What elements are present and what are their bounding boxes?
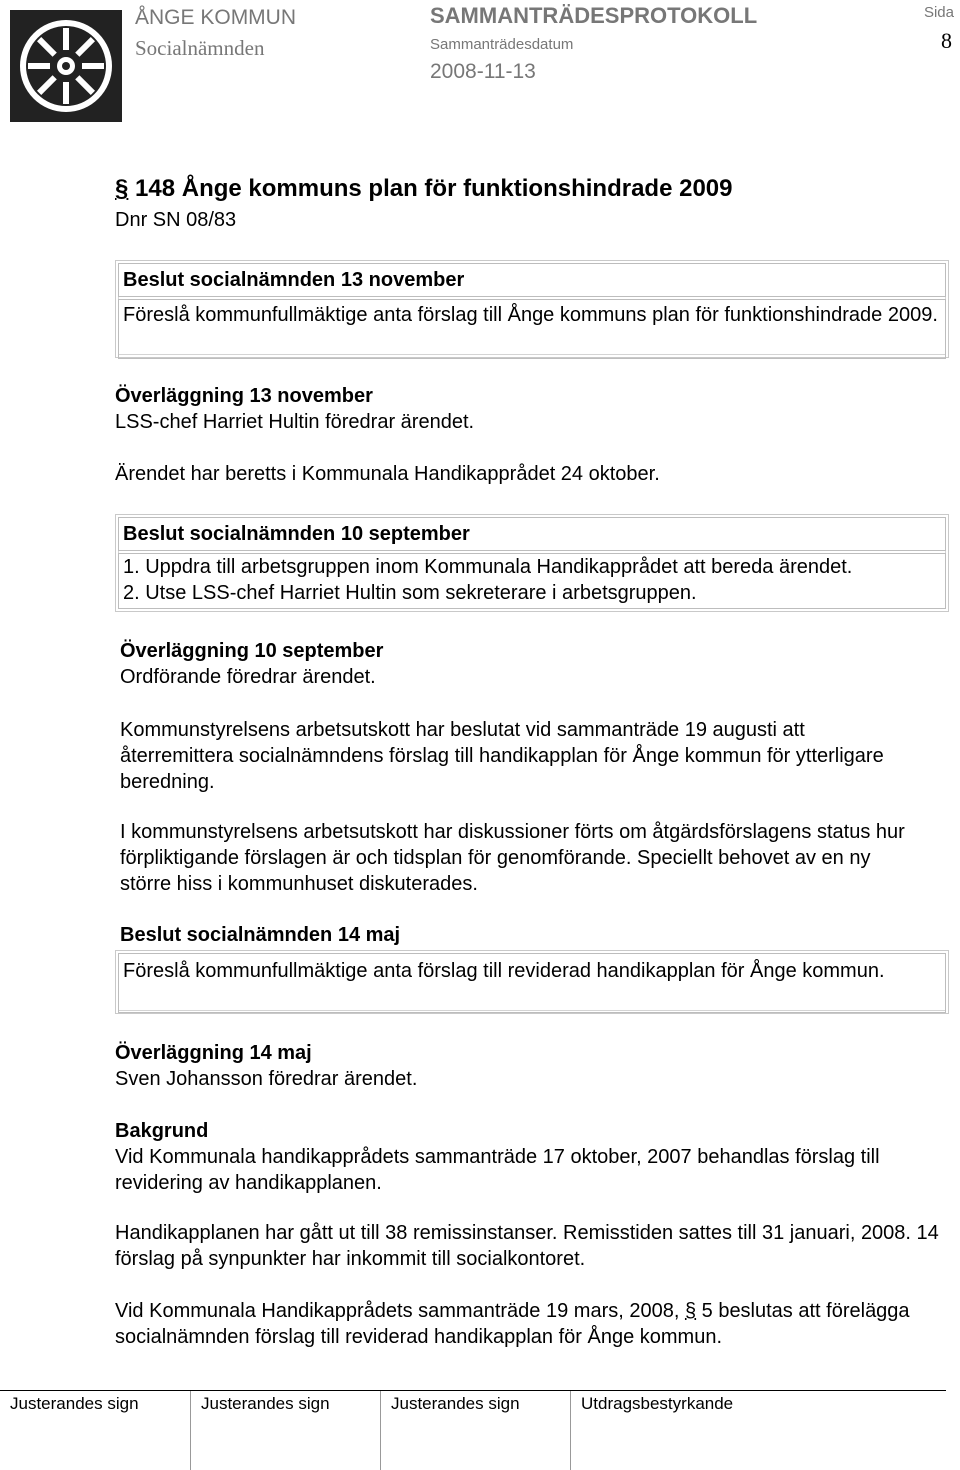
decision-heading: Beslut socialnämnden 10 september	[118, 517, 946, 551]
deliberation-text: LSS-chef Harriet Hultin föredrar ärendet.	[115, 411, 475, 433]
deliberation-text: Ordförande föredrar ärendet.	[120, 666, 376, 688]
signature-cell: Justerandes sign	[380, 1391, 570, 1470]
page-label: Sida	[923, 4, 954, 21]
decision-item-2: 2. Utse LSS-chef Harriet Hultin som sekreterare i arbetsgruppen.	[123, 582, 697, 604]
decision-box-14-maj	[115, 950, 949, 1014]
deliberation-heading: Överläggning 13 november	[115, 385, 373, 407]
certification-cell: Utdragsbestyrkande	[570, 1391, 946, 1470]
decision-box-10-september	[115, 514, 949, 612]
meeting-date-value: 2008-11-13	[430, 60, 536, 83]
signature-footer	[0, 1390, 946, 1470]
case-title	[115, 174, 950, 204]
organization-unit: Socialnämnden	[135, 36, 265, 60]
paragraph-text: 5 beslutas att förelägga socialnämnden förslag till reviderad handikapplan för Ånge kommun.	[115, 1300, 910, 1348]
decision-heading: Beslut socialnämnden 14 maj	[120, 924, 401, 946]
background-heading: Bakgrund	[115, 1120, 209, 1142]
section-sign: §	[115, 175, 129, 202]
paragraph	[115, 1298, 915, 1350]
decision-item-1: 1. Uppdra till arbetsgruppen inom Kommunala Handikapprådet att bereda ärendet.	[123, 556, 853, 578]
preparation-note: Ärendet har beretts i Kommunala Handikapprådet 24 oktober.	[115, 463, 660, 485]
decision-text: Föreslå kommunfullmäktige anta förslag till reviderad handikapplan för Ånge kommun.	[118, 953, 946, 1013]
paragraph: Handikapplanen har gått ut till 38 remissinstanser. Remisstiden sattes till 31 januari, 2008. 14 förslag på synpunkter har inkommit till socialkontoret.	[115, 1222, 939, 1270]
meeting-date-label: Sammanträdesdatum	[430, 36, 574, 53]
signature-cell: Justerandes sign	[190, 1391, 380, 1470]
organization-name: ÅNGE KOMMUN	[135, 6, 297, 29]
decision-heading: Beslut socialnämnden 13 november	[118, 263, 946, 297]
case-dnr: Dnr SN 08/83	[115, 209, 237, 231]
paragraph: I kommunstyrelsens arbetsutskott har diskussioner förts om åtgärdsförslagens status hur förpliktigande förslagen är och tidsplan för genomförande. Speciellt behovet av en ny större hiss i kommunhuset diskuterades.	[120, 821, 905, 895]
municipality-logo-icon	[10, 10, 122, 122]
decision-text: Föreslå kommunfullmäktige anta förslag till Ånge kommuns plan för funktionshindrade 2009.	[118, 299, 946, 359]
decision-list	[118, 553, 946, 609]
signature-cell: Justerandes sign	[10, 1394, 139, 1413]
page-number: 8	[941, 28, 952, 53]
deliberation-10-september	[120, 638, 945, 690]
decision-box-13-november	[115, 260, 949, 358]
deliberation-text: Sven Johansson föredrar ärendet.	[115, 1068, 418, 1090]
document-type: SAMMANTRÄDESPROTOKOLL	[430, 3, 758, 28]
case-title-text: 148 Ånge kommuns plan för funktionshindrade 2009	[128, 175, 733, 202]
section-sign: §	[684, 1300, 697, 1322]
deliberation-heading: Överläggning 14 maj	[115, 1042, 312, 1064]
deliberation-heading: Överläggning 10 september	[120, 640, 384, 662]
paragraph: Vid Kommunala handikapprådets sammanträde 17 oktober, 2007 behandlas förslag till revidering av handikapplanen.	[115, 1146, 880, 1194]
paragraph: Kommunstyrelsens arbetsutskott har beslutat vid sammanträde 19 augusti att återremittera socialnämndens förslag till handikapplan för Ånge kommun för ytterligare beredning.	[120, 719, 884, 793]
paragraph-text: Vid Kommunala Handikapprådets sammanträde 19 mars, 2008,	[115, 1300, 685, 1322]
